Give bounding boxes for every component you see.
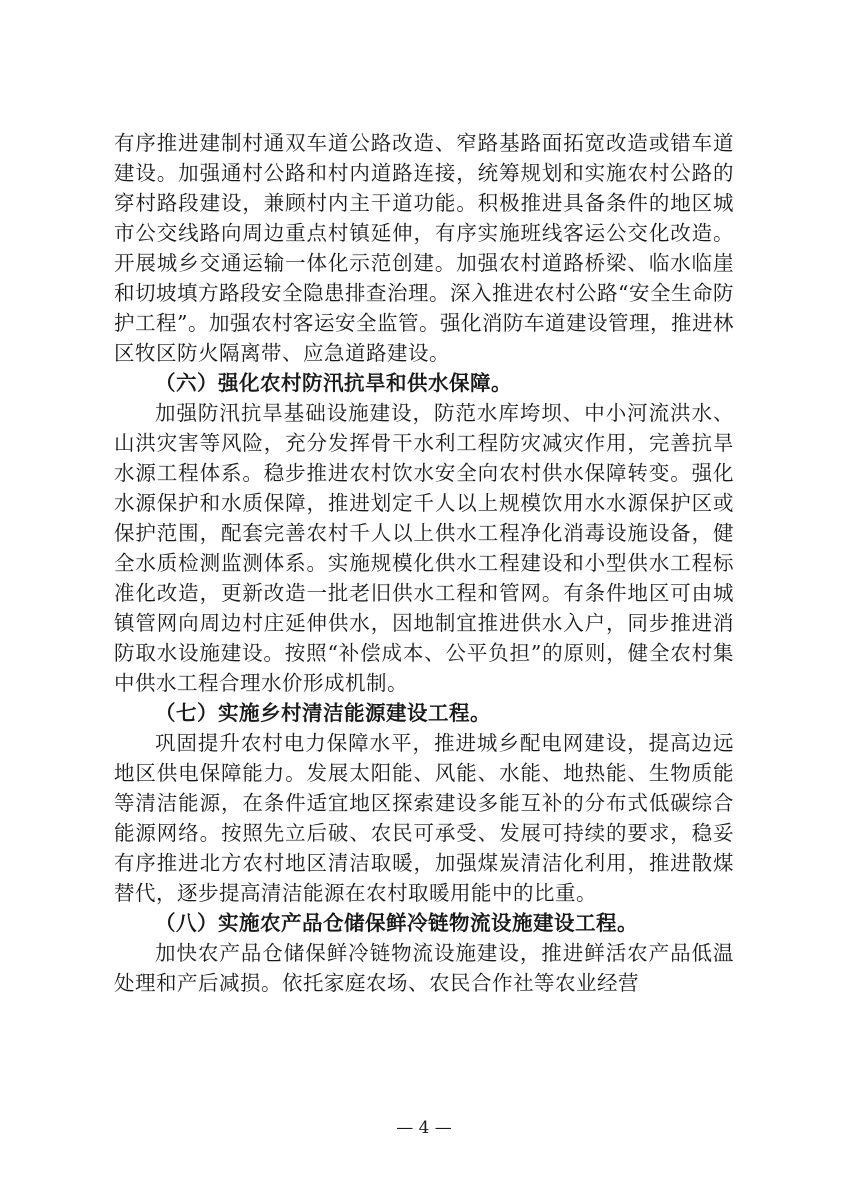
page-number: — 4 — <box>396 1118 452 1138</box>
heading-flood-drought-water-supply: （六）强化农村防汛抗旱和供水保障。 <box>155 371 512 395</box>
paragraph-rural-roads: 有序推进建制村通双车道公路改造、窄路基路面拓宽改造或错车道建设。加强通村公路和村内道路连接，统筹规划和实施农村公路的穿村路段建设，兼顾村内主干道功能。积极推进具备条件的地区城市公交线路向周边重点村镇延伸，有序实施班线客运公交化改造。开展城乡交通运输一体化示范创建。加强农村道路桥梁、临水临崖和切坡填方路段安全隐患排查治理。深入推进农村公路“安全生命防护工程”。加强农村客运安全监管。强化消防车道建设管理，推进林区牧区防火隔离带、应急道路建设。 <box>114 131 734 365</box>
heading-clean-energy: （七）实施乡村清洁能源建设工程。 <box>155 701 491 725</box>
heading-cold-chain-logistics: （八）实施农产品仓储保鲜冷链物流设施建设工程。 <box>155 911 638 935</box>
paragraph-water-supply: 加强防汛抗旱基础设施建设，防范水库垮坝、中小河流洪水、山洪灾害等风险，充分发挥骨干水利工程防灾减灾作用，完善抗旱水源工程体系。稳步推进农村饮水安全向农村供水保障转变。强化水源保护和水质保障，推进划定千人以上规模饮用水水源保护区或保护范围，配套完善农村千人以上供水工程净化消毒设施设备，健全水质检测监测体系。实施规模化供水工程建设和小型供水工程标准化改造，更新改造一批老旧供水工程和管网。有条件地区可由城镇管网向周边村庄延伸供水，因地制宜推进供水入户，同步推进消防取水设施建设。按照“补偿成本、公平负担”的原则，健全农村集中供水工程合理水价形成机制。 <box>114 401 734 695</box>
paragraph-cold-chain: 加快农产品仓储保鲜冷链物流设施建设，推进鲜活农产品低温处理和产后减损。依托家庭农场、农民合作社等农业经营 <box>114 941 734 995</box>
paragraph-clean-energy: 巩固提升农村电力保障水平，推进城乡配电网建设，提高边远地区供电保障能力。发展太阳能、风能、水能、地热能、生物质能等清洁能源，在条件适宜地区探索建设多能互补的分布式低碳综合能源网络。按照先立后破、农民可承受、发展可持续的要求，稳妥有序推进北方农村地区清洁取暖，加强煤炭清洁化利用，推进散煤替代，逐步提高清洁能源在农村取暖用能中的比重。 <box>114 731 734 905</box>
document-body <box>114 128 734 998</box>
